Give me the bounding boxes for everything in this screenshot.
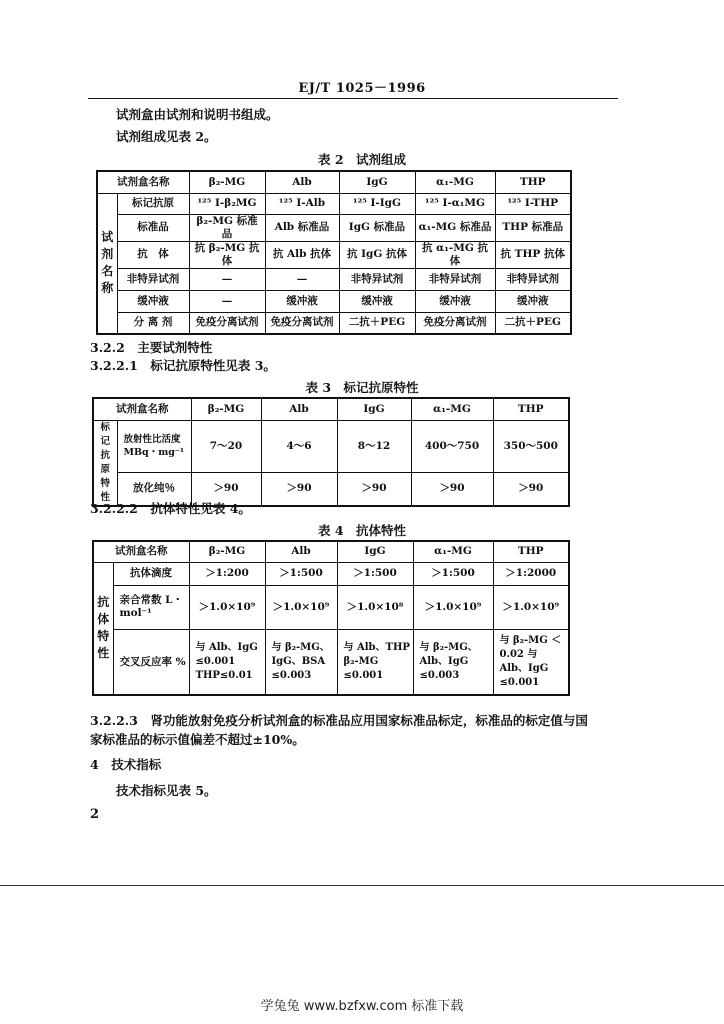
table3-head-label: 试剂盒名称 [93,398,191,420]
table-cell: ¹²⁵ I-Alb [265,193,339,214]
table-cell: — [189,268,265,290]
table-cell: — [265,268,339,290]
table-cell: ＞1.0×10⁹ [189,585,265,629]
row-label: 交叉反应率 % [113,629,189,695]
table-cell: ＞1:500 [337,562,413,585]
table2-caption: 表 2 试剂组成 [317,152,407,167]
table-cell: 缓冲液 [265,290,339,312]
table-row [97,193,571,214]
table4-col-header: THP [493,541,569,562]
table3-col-header: α₁-MG [411,398,493,420]
table-cell: 与 β₂-MG、Alb、IgG ≤0.003 [413,629,493,695]
table-cell: THP 标准品 [495,214,571,241]
section-4-text: 技术指标见表 5。 [116,783,217,798]
table-cell: 与 β₂-MG、IgG、BSA ≤0.003 [265,629,337,695]
table3-caption: 表 3 标记抗原特性 [305,380,419,395]
table-cell: 400～750 [411,420,493,472]
table-cell: ＞1:200 [189,562,265,585]
table-cell: ¹²⁵ I-THP [495,193,571,214]
table-cell: 免疫分离试剂 [415,312,495,334]
table-cell: ¹²⁵ I-β₂MG [189,193,265,214]
table3-side-label: 标记抗原特性 [93,420,117,506]
table3-col-header: IgG [337,398,411,420]
table-cell: Alb 标准品 [265,214,339,241]
section-3-2-2-2: 3.2.2.2 抗体特性见表 4。 [90,501,251,516]
table-cell: ¹²⁵ I-IgG [339,193,415,214]
table-cell: ＞90 [493,472,569,505]
table-cell: 非特异试剂 [415,268,495,290]
table-cell: ＞90 [337,472,411,505]
table-cell: 抗 α₁-MG 抗体 [415,241,495,268]
table-row [97,268,571,290]
table-cell: 缓冲液 [415,290,495,312]
table4-col-header: β₂-MG [189,541,265,562]
table4-header-row [93,541,569,562]
table-cell: 二抗＋PEG [339,312,415,334]
table-row [97,214,571,241]
intro-line-1: 试剂盒由试剂和说明书组成。 [116,107,279,122]
table2-head-label: 试剂盒名称 [97,171,189,193]
table-cell: 与 β₂-MG ＜0.02 与 Alb、IgG ≤0.001 [493,629,569,695]
table-cell: 抗 Alb 抗体 [265,241,339,268]
intro-line-2: 试剂组成见表 2。 [116,129,217,144]
table-cell: ＞1:2000 [493,562,569,585]
row-label: 抗 体 [117,241,189,268]
document-header: EJ/T 1025－1996 [298,81,426,96]
table2 [96,170,572,335]
row-label: 放化纯％ [117,472,191,505]
table4-caption: 表 4 抗体特性 [317,523,407,538]
table-cell: ＞90 [411,472,493,505]
table-cell: 非特异试剂 [495,268,571,290]
table3-header-row [93,398,569,420]
table-cell: 抗 β₂-MG 抗体 [189,241,265,268]
table-cell: 与 Alb、THP β₂-MG ≤0.001 [337,629,413,695]
table2-col-header: Alb [265,171,339,193]
row-label: 亲合常数 L・mol⁻¹ [113,585,189,629]
table4 [92,540,570,696]
table-cell: 缓冲液 [495,290,571,312]
table-cell: 7～20 [191,420,261,472]
table-row [93,629,569,695]
table-row [97,241,571,268]
table-row [97,290,571,312]
section-3-2-2-3-line-2: 家标准品的标示值偏差不超过±10%。 [90,732,305,747]
table-cell: 缓冲液 [339,290,415,312]
table-cell: ＞1.0×10⁹ [265,585,337,629]
table2-col-header: THP [495,171,571,193]
table-cell: ＞90 [261,472,337,505]
page-bottom-rule [0,885,724,886]
table3-col-header: THP [493,398,569,420]
section-3-2-2-3-line-1: 3.2.2.3 肾功能放射免疫分析试剂盒的标准品应用国家标准品标定，标准品的标定值与国 [90,713,588,728]
section-3-2-2-1: 3.2.2.1 标记抗原特性见表 3。 [90,358,276,373]
page-number: 2 [90,807,100,822]
table-cell: ＞1.0×10⁸ [337,585,413,629]
table-cell: ＞1.0×10⁹ [493,585,569,629]
footer-watermark: 学兔兔 www.bzfxw.com 标准下载 [260,999,464,1014]
table4-side-label: 抗体特性 [93,562,113,695]
table4-col-header: α₁-MG [413,541,493,562]
section-3-2-2: 3.2.2 主要试剂特性 [90,340,213,355]
table-cell: 非特异试剂 [339,268,415,290]
table-cell: 抗 IgG 抗体 [339,241,415,268]
header-rule [88,98,618,99]
row-label: 分 离 剂 [117,312,189,334]
table-cell: β₂-MG 标准品 [189,214,265,241]
table-cell: — [189,290,265,312]
row-label: 缓冲液 [117,290,189,312]
table2-col-header: β₂-MG [189,171,265,193]
table-row [97,312,571,334]
table-row [93,420,569,472]
table-cell: 4～6 [261,420,337,472]
row-label: 放射性比活度 MBq・mg⁻¹ [117,420,191,472]
table-row [93,585,569,629]
table-cell: 免疫分离试剂 [189,312,265,334]
table-cell: ＞1:500 [265,562,337,585]
table-cell: ¹²⁵ I-α₁MG [415,193,495,214]
table-row [93,562,569,585]
table-cell: IgG 标准品 [339,214,415,241]
table2-col-header: IgG [339,171,415,193]
row-label: 抗体滴度 [113,562,189,585]
table-cell: ＞90 [191,472,261,505]
table-cell: 免疫分离试剂 [265,312,339,334]
table4-col-header: Alb [265,541,337,562]
table-cell: 与 Alb、IgG ≤0.001 THP≤0.01 [189,629,265,695]
table-cell: ＞1.0×10⁹ [413,585,493,629]
table3 [92,397,570,507]
table3-col-header: β₂-MG [191,398,261,420]
table-cell: 8～12 [337,420,411,472]
row-label: 标记抗原 [117,193,189,214]
table-cell: 350～500 [493,420,569,472]
table4-head-label: 试剂盒名称 [93,541,189,562]
table4-col-header: IgG [337,541,413,562]
table-cell: 抗 THP 抗体 [495,241,571,268]
table2-header-row [97,171,571,193]
row-label: 标准品 [117,214,189,241]
table-cell: α₁-MG 标准品 [415,214,495,241]
table-cell: 二抗＋PEG [495,312,571,334]
table-cell: ＞1:500 [413,562,493,585]
section-4-heading: 4 技术指标 [90,757,162,772]
table2-side-label: 试剂名称 [97,193,117,334]
table2-col-header: α₁-MG [415,171,495,193]
row-label: 非特异试剂 [117,268,189,290]
table3-col-header: Alb [261,398,337,420]
